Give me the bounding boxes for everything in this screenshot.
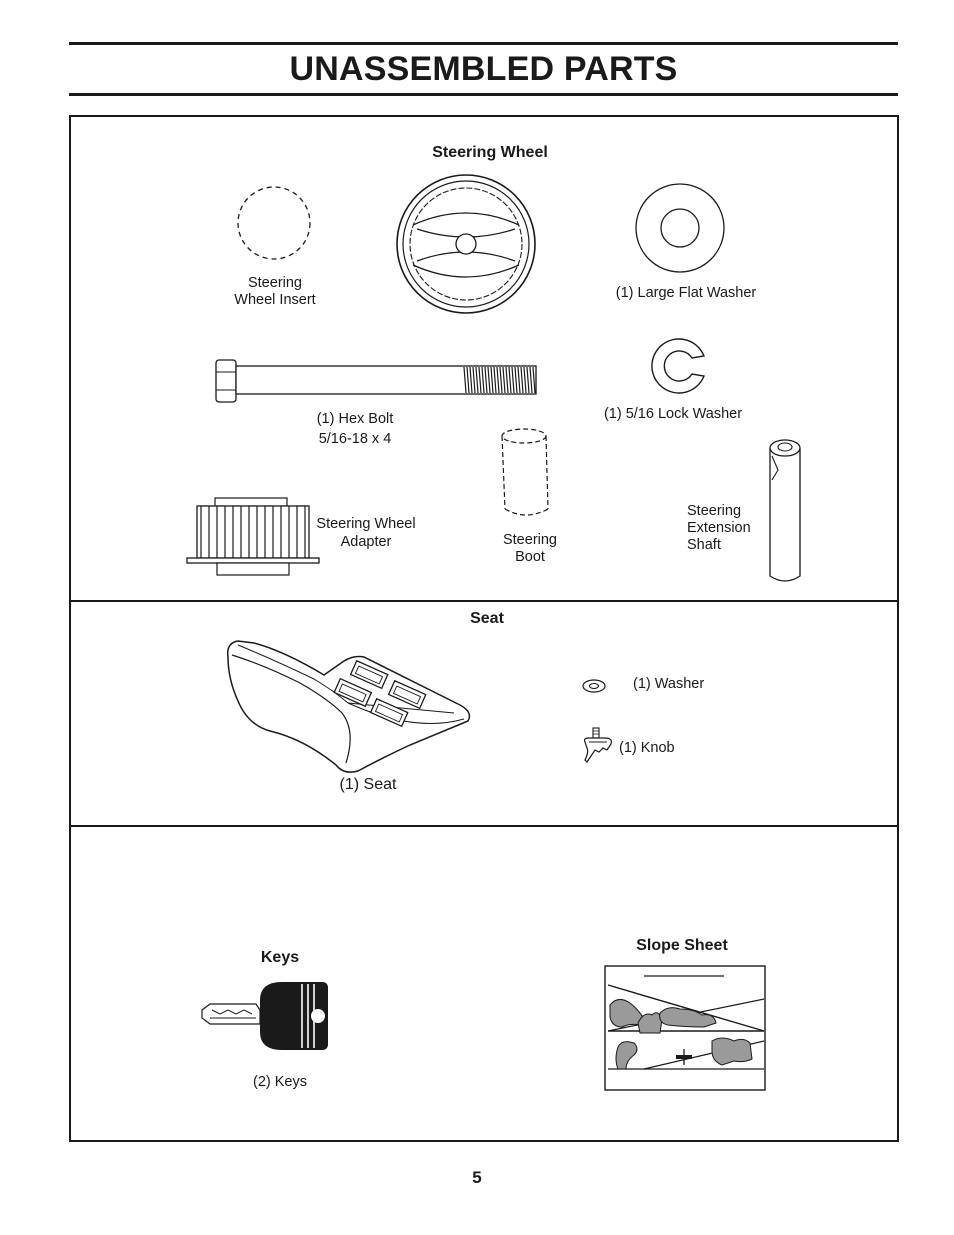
keys-label: (2) Keys — [253, 1074, 307, 1090]
steering-wheel-insert-icon — [235, 184, 313, 262]
top-rule — [69, 42, 898, 45]
slope-sheet-icon — [604, 965, 766, 1091]
steering-boot-icon — [498, 427, 552, 519]
title-underline — [69, 93, 898, 96]
seat-washer-label: (1) Washer — [633, 676, 705, 692]
seat-icon — [224, 635, 476, 777]
knob-label: (1) Knob — [619, 740, 675, 756]
hex-bolt-label: (1) Hex Bolt 5/16-18 x 4 — [316, 411, 394, 447]
section-divider-1 — [71, 600, 897, 602]
lock-washer-label: (1) 5/16 Lock Washer — [603, 406, 743, 422]
knob-icon — [581, 726, 615, 766]
section-divider-2 — [71, 825, 897, 827]
steering-wheel-header: Steering Wheel — [432, 144, 548, 161]
steering-wheel-insert-label: Steering Wheel Insert — [234, 275, 316, 308]
seat-header: Seat — [470, 610, 504, 627]
large-flat-washer-label: (1) Large Flat Washer — [615, 285, 757, 301]
lock-washer-icon — [650, 336, 710, 396]
large-flat-washer-icon — [634, 182, 726, 274]
page-title: UNASSEMBLED PARTS — [289, 50, 678, 88]
keys-header: Keys — [260, 949, 300, 966]
seat-label: (1) Seat — [339, 776, 397, 793]
hex-bolt-icon — [214, 358, 538, 404]
steering-extension-shaft-label: Steering Extension Shaft — [687, 503, 751, 553]
steering-wheel-adapter-icon — [185, 496, 321, 578]
steering-wheel-icon — [395, 173, 537, 315]
seat-washer-icon — [581, 678, 607, 694]
slope-sheet-header: Slope Sheet — [636, 937, 728, 954]
steering-wheel-adapter-label: Steering Wheel Adapter — [316, 516, 416, 550]
steering-boot-label: Steering Boot — [502, 532, 557, 565]
key-icon — [198, 980, 330, 1052]
page-number: 5 — [472, 1168, 482, 1187]
